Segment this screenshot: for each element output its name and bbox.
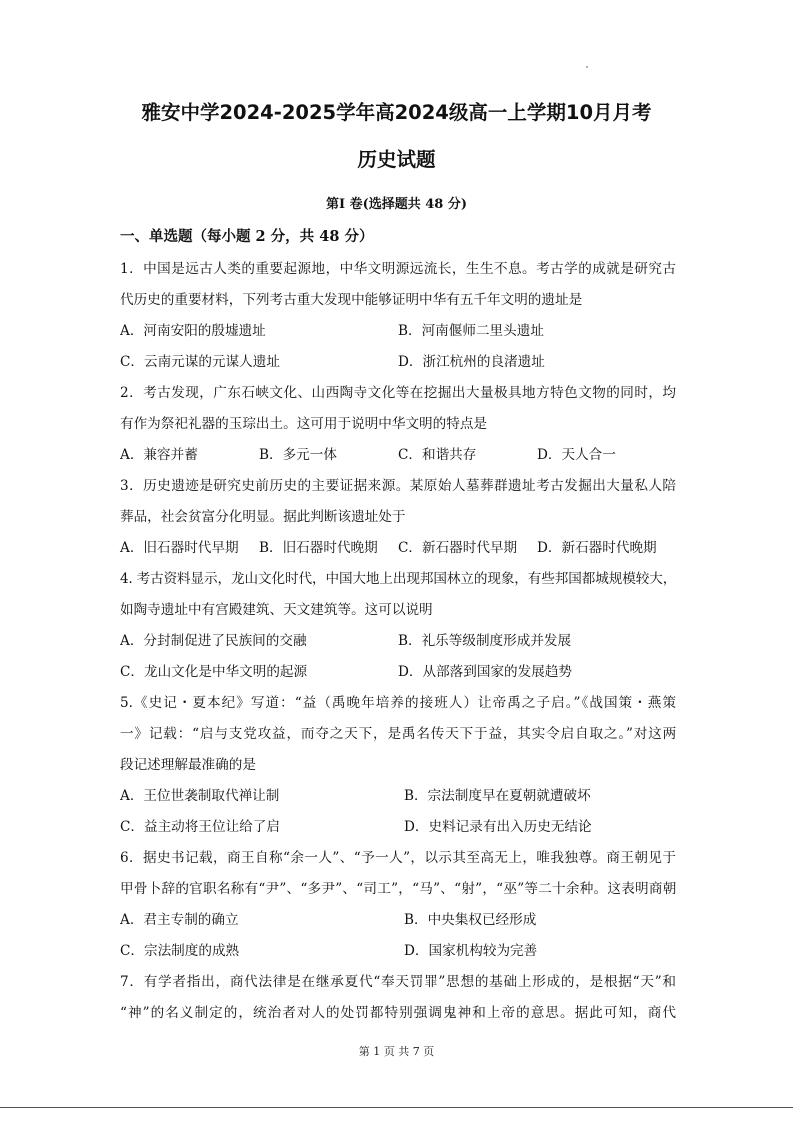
option-row (120, 936, 676, 967)
question-3 (120, 471, 676, 564)
question-5 (120, 688, 676, 843)
question-7 (120, 967, 676, 1029)
exam-subtitle: 历史试题 (357, 148, 436, 171)
option-row (120, 626, 676, 657)
option-a[interactable]: A．河南安阳的殷墟遗址 (120, 323, 266, 339)
option-c[interactable]: C．益主动将王位让给了启 (120, 819, 280, 835)
question-2 (120, 378, 676, 471)
question-text-line: 4. 考古资料显示，龙山文化时代，中国大地上出现邦国林立的现象，有些邦国都城规模较大， (120, 571, 676, 587)
option-c[interactable]: C．龙山文化是中华文明的起源 (120, 664, 308, 680)
volume-heading: 第Ⅰ 卷(选择题共 48 分) (325, 197, 468, 212)
option-b[interactable]: B．多元一体 (259, 447, 337, 463)
option-c[interactable]: C．和谐共存 (398, 447, 477, 463)
question-text-line: 甲骨卜辞的官职名称有“尹”、“多尹”、“司工”，“马”、“射”，“巫”等二十余种。这表明商朝 (120, 881, 676, 897)
option-b[interactable]: B．旧石器时代晚期 (259, 540, 378, 556)
option-b[interactable]: B．中央集权已经形成 (404, 912, 537, 928)
question-1 (120, 254, 676, 378)
option-b[interactable]: B．河南偃师二里头遗址 (398, 323, 544, 339)
question-text-line: 有作为祭祀礼器的玉琮出土。这可用于说明中华文明的特点是 (120, 416, 488, 432)
question-6 (120, 843, 676, 967)
option-a[interactable]: A．王位世袭制取代禅让制 (120, 788, 280, 804)
question-text-line: 6．据史书记载，商王自称“余一人”、“予一人”，以示其至高无上，唯我独尊。商王朝见于 (120, 850, 676, 866)
option-d[interactable]: D．国家机构较为完善 (404, 943, 538, 959)
question-text-line: 3．历史遗迹是研究史前历史的主要证据来源。某原始人墓葬群遗址考古发掘出大量私人陪 (120, 478, 676, 494)
question-text-line: 5.《史记・夏本纪》写道：“益（禹晚年培养的接班人）让帝禹之子启。”《战国策・燕策 (120, 695, 676, 711)
question-list (120, 254, 676, 1029)
page-bottom-rule (0, 1107, 793, 1108)
question-text-line: 一》记载：“启与支党攻益，而夺之天下，是禹名传天下于益，其实令启自取之。”对这两 (120, 726, 676, 742)
option-c[interactable]: C．云南元谋的元谋人遗址 (120, 354, 280, 370)
scan-speck (586, 66, 588, 68)
option-c[interactable]: C．宗法制度的成熟 (120, 943, 240, 959)
option-row (120, 347, 676, 378)
question-text-line: 葬品，社会贫富分化明显。据此判断该遗址处于 (120, 509, 406, 525)
option-a[interactable]: A．君主专制的确立 (120, 912, 239, 928)
option-row (120, 781, 676, 812)
exam-title: 雅安中学2024-2025学年高2024级高一上学期10月月考 (141, 101, 652, 124)
question-text-line: 段记述理解最准确的是 (120, 757, 256, 773)
question-text-line: 代历史的重要材料，下列考古重大发现中能够证明中华有五千年文明的遗址是 (120, 292, 583, 308)
option-d[interactable]: D．从部落到国家的发展趋势 (398, 664, 573, 680)
option-row (120, 657, 676, 688)
section-heading: 一、单选题（每小题 2 分，共 48 分） (120, 228, 374, 245)
question-text-line: 7．有学者指出，商代法律是在继承夏代“奉天罚罪”思想的基础上形成的，是根据“天”和 (120, 974, 676, 990)
question-text-line: 1．中国是远古人类的重要起源地，中华文明源远流长，生生不息。考古学的成就是研究古 (120, 261, 676, 277)
option-d[interactable]: D．天人合一 (537, 447, 616, 463)
question-4 (120, 564, 676, 688)
option-row (120, 440, 676, 471)
option-a[interactable]: A．旧石器时代早期 (120, 540, 239, 556)
option-b[interactable]: B．礼乐等级制度形成并发展 (398, 633, 572, 649)
option-row (120, 533, 676, 564)
question-text-line: “神”的名义制定的，统治者对人的处罚都特别强调鬼神和上帝的意思。据此可知，商代 (120, 1005, 676, 1021)
page-footer: 第 1 页 共 7 页 (358, 1045, 435, 1058)
option-d[interactable]: D．史料记录有出入历史无结论 (404, 819, 592, 835)
option-row (120, 812, 676, 843)
option-row (120, 316, 676, 347)
option-d[interactable]: D．浙江杭州的良渚遗址 (398, 354, 545, 370)
option-b[interactable]: B．宗法制度早在夏朝就遭破坏 (404, 788, 591, 804)
question-text-line: 2．考古发现，广东石峡文化、山西陶寺文化等在挖掘出大量极具地方特色文物的同时，均 (120, 385, 676, 401)
option-c[interactable]: C．新石器时代早期 (398, 540, 518, 556)
option-d[interactable]: D．新石器时代晚期 (537, 540, 657, 556)
option-a[interactable]: A．兼容并蓄 (120, 447, 198, 463)
option-a[interactable]: A．分封制促进了民族间的交融 (120, 633, 307, 649)
option-row (120, 905, 676, 936)
question-text-line: 如陶寺遗址中有宫殿建筑、天文建筑等。这可以说明 (120, 602, 433, 618)
